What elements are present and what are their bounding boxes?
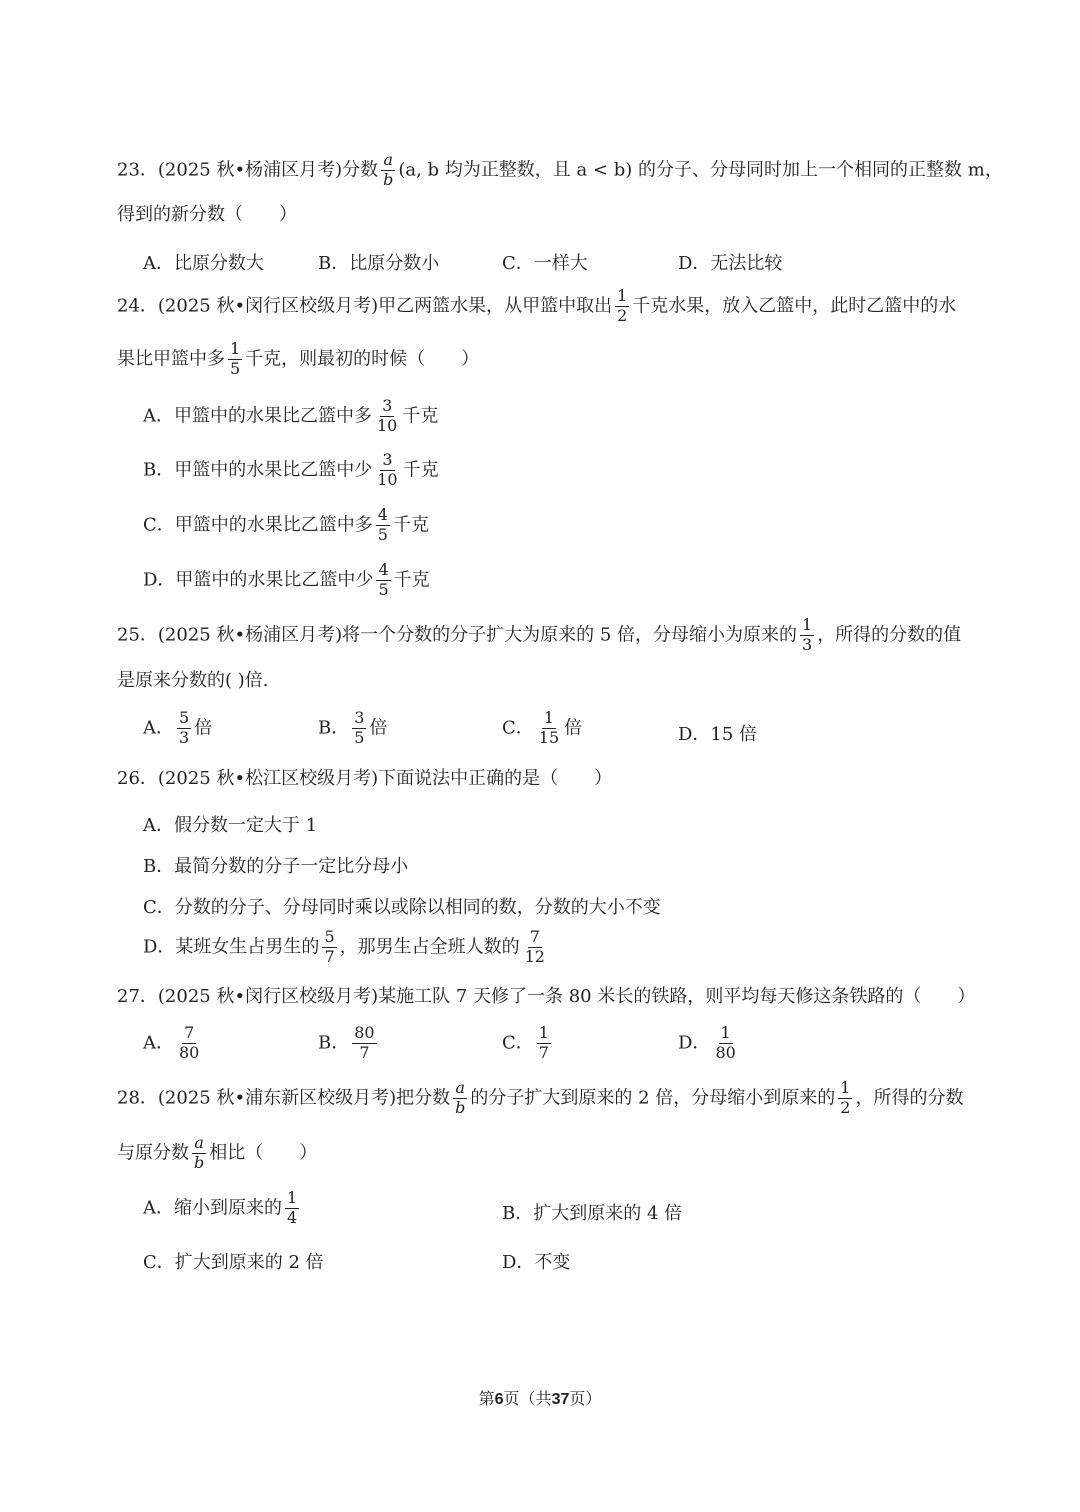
q23-stem-line1 [117, 152, 1003, 189]
q28-text-e: 相比（ ） [209, 1142, 318, 1164]
q23-text-a: 23．(2025 秋•杨浦区月考)分数 [117, 159, 379, 181]
q27-option-a: A． $\frac{7}{80}$ [143, 1023, 200, 1062]
q27-option-b: B． $\frac{80}{7}$ [318, 1023, 375, 1062]
q24-option-c: C．甲篮中的水果比乙篮中多 $\frac{4}{5}$ 千克 [143, 505, 429, 544]
page-footer [0, 1386, 1080, 1409]
q25-text-b: ，所得的分数的值 [817, 624, 962, 646]
q25-option-d: D．15 倍 [678, 724, 758, 745]
q25-stem-line1 [117, 617, 961, 654]
q28-option-c: C．扩大到原来的 2 倍 [143, 1252, 324, 1273]
q24-text-a: 24．(2025 秋•闵行区校级月考)甲乙两篮水果，从甲篮中取出 [117, 295, 613, 317]
q26-option-c: C．分数的分子、分母同时乘以或除以相同的数，分数的大小不变 [143, 897, 661, 918]
q27-option-d: D． $\frac{1}{80}$ [678, 1023, 736, 1062]
footer-text-pre: 第 [478, 1389, 495, 1408]
q24-text-d: 千克，则最初的时候（ ） [245, 348, 480, 370]
q28-text-b: 的分子扩大到原来的 2 倍，分母缩小到原来的 [470, 1087, 836, 1109]
q24-fraction-1: $\frac{1}{2}$ [617, 286, 628, 325]
q24-fraction-2: $\frac{1}{5}$ [230, 339, 241, 378]
q25-option-c: C． $\frac{1}{15}$ 倍 [502, 708, 583, 747]
q27-option-c: C． $\frac{1}{7}$ [502, 1023, 549, 1062]
q23-option-b: B．比原分数小 [318, 253, 440, 274]
q27-stem: 27．(2025 秋•闵行区校级月考)某施工队 7 天修了一条 80 米长的铁路，则平均每天修这条铁路的（ ） [117, 986, 976, 1007]
q26-stem: 26．(2025 秋•松江区校级月考)下面说法中正确的是（ ） [117, 768, 613, 789]
q25-option-a: A． $\frac{5}{3}$ 倍 [143, 708, 213, 747]
q28-text-c: ，所得的分数 [855, 1087, 964, 1109]
q24-option-a: A．甲篮中的水果比乙篮中多 $\frac{3}{10}$ 千克 [143, 396, 439, 435]
q28-text-d: 与原分数 [117, 1142, 189, 1164]
q25-stem-line2: 是原来分数的( )倍. [117, 670, 269, 691]
q25-fraction: $\frac{1}{3}$ [802, 615, 813, 654]
q26-option-a: A．假分数一定大于 1 [143, 815, 318, 836]
q26-option-d: D．某班女生占男生的 $\frac{5}{7}$ ，那男生占全班人数的 $\frac{7}{12}$ [143, 927, 545, 966]
q28-stem-line1 [117, 1080, 963, 1117]
footer-total-pages: 37 [551, 1391, 570, 1408]
q25-text-a: 25．(2025 秋•杨浦区月考)将一个分数的分子扩大为原来的 5 倍，分母缩小为原来的 [117, 624, 797, 646]
q24-text-b: 千克水果，放入乙篮中，此时乙篮中的水 [632, 295, 957, 317]
q28-fraction-3: $\frac{a}{b}$ [194, 1133, 205, 1172]
q24-option-d: D．甲篮中的水果比乙篮中少 $\frac{4}{5}$ 千克 [143, 560, 430, 599]
q23-stem-line2: 得到的新分数（ ） [117, 204, 297, 225]
q23-fraction: $\frac{a}{b}$ [383, 150, 394, 189]
q23-option-d: D．无法比较 [678, 253, 783, 274]
q23-option-c: C．一样大 [502, 253, 588, 274]
q28-fraction-2: $\frac{1}{2}$ [840, 1078, 851, 1117]
q23-text-b: (a, b 均为正整数，且 a < b) 的分子、分母同时加上一个相同的正整数 m， [398, 159, 1003, 181]
q23-option-a: A．比原分数大 [143, 253, 264, 274]
q28-option-d: D．不变 [502, 1252, 571, 1273]
q28-option-a: A．缩小到原来的 $\frac{1}{4}$ [143, 1188, 298, 1227]
q24-text-c: 果比甲篮中多 [117, 348, 225, 370]
footer-page-number: 6 [494, 1391, 504, 1408]
q24-option-b: B．甲篮中的水果比乙篮中少 $\frac{3}{10}$ 千克 [143, 450, 439, 489]
q28-stem-line2 [117, 1135, 317, 1172]
q25-option-b: B． $\frac{3}{5}$ 倍 [318, 708, 388, 747]
q26-option-b: B．最简分数的分子一定比分母小 [143, 856, 409, 877]
q28-text-a: 28．(2025 秋•浦东新区校级月考)把分数 [117, 1087, 451, 1109]
q28-fraction-1: $\frac{a}{b}$ [455, 1078, 466, 1117]
q24-stem-line2 [117, 341, 479, 378]
q24-stem-line1 [117, 288, 956, 325]
footer-text-mid: 页（共 [503, 1389, 552, 1408]
q28-option-b: B．扩大到原来的 4 倍 [502, 1203, 683, 1224]
footer-text-post: 页） [569, 1389, 602, 1408]
